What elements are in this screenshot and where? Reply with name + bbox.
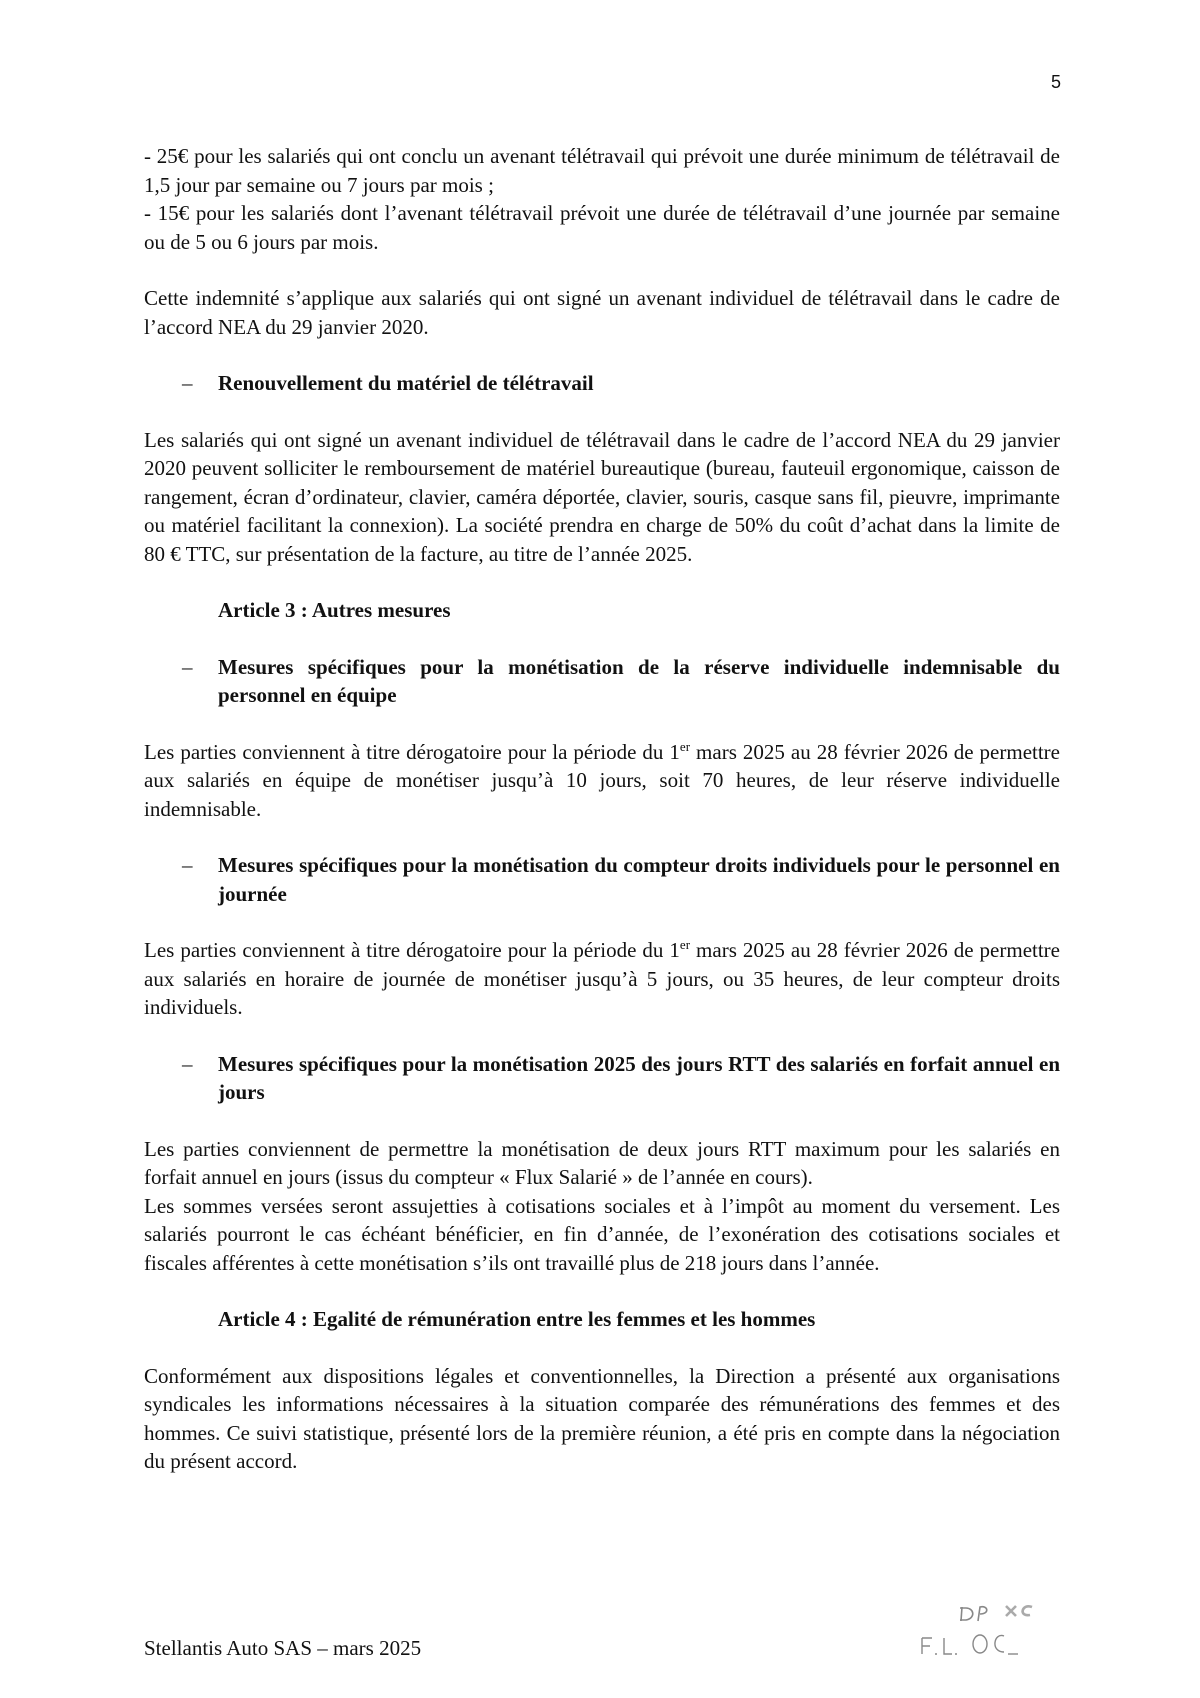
paragraph-egalite: Conformément aux dispositions légales et conventionnelles, la Direction a présenté aux organisations syndicales les informations nécessaires à la situation comparée des rémunérations des femmes et des hommes. Ce suivi statistique, présenté lors de la première réunion, a été pris en compte dans la négociation du présent accord. [144,1363,1060,1473]
heading-text: Mesures spécifiques pour la monétisation de la réserve individuelle indemnisable du personnel en équipe [218,654,1060,707]
paragraph-reserve: Les parties conviennent à titre dérogatoire pour la période du 1er mars 2025 au 28 février 2026 de permettre aux salariés en équipe de monétiser jusqu’à 10 jours, soit 70 heures, de leur réserve individuelle indemnisable. [144,738,1060,821]
paragraph-compteur: Les parties conviennent à titre dérogatoire pour la période du 1er mars 2025 au 28 février 2026 de permettre aux salariés en horaire de journée de monétiser jusqu’à 5 jours, ou 35 heures, de leur compteur droits individuels. [144,937,1060,1019]
heading-renouvellement [144,369,1060,398]
page-number: 5 [1050,72,1061,92]
paragraph-materiel: Les salariés qui ont signé un avenant individuel de télétravail dans le cadre de l’accord NEA du 29 janvier 2020 peuvent solliciter le remboursement de matériel bureautique (bureau, fauteuil ergonomique, caisson de rangement, écran d’ordinateur, clavier, caméra déportée, clavier, souris, casque sans fil, pieuvre, imprimante ou matériel facilitant la connexion). La société prendra en charge de 50% du coût d’achat dans la limite de 80 € TTC, sur présentation de la facture, au titre de l’année 2025. [144,427,1060,566]
paragraph-teletravail-15: - 15€ pour les salariés dont l’avenant télétravail prévoit une durée de télétravail d’une journée par semaine ou de 5 ou 6 jours par mois. [144,201,1060,254]
paragraph-indemnite: Cette indemnité s’applique aux salariés qui ont signé un avenant individuel de télétravail dans le cadre de l’accord NEA du 29 janvier 2020. [144,286,1060,339]
heading-text: Mesures spécifiques pour la monétisation 2025 des jours RTT des salariés en forfait annuel en jours [218,1051,1060,1104]
paragraph-teletravail-25: - 25€ pour les salariés qui ont conclu un avenant télétravail qui prévoit une durée minimum de télétravail de 1,5 jour par semaine ou 7 jours par mois ; [144,144,1060,197]
paragraph-cotisations: Les sommes versées seront assujetties à cotisations sociales et à l’impôt au moment du versement. Les salariés pourront le cas échéant bénéficier, en fin d’année, de l’exonération des cotisations sociales et fiscales afférentes à cette monétisation s’ils ont travaillé plus de 218 jours dans l’année. [144,1193,1060,1275]
heading-rtt [144,1050,1060,1107]
article-4-title: Article 4 : Egalité de rémunération entre les femmes et les hommes [218,1307,816,1331]
heading-reserve [144,653,1060,710]
article-3-title: Article 3 : Autres mesures [218,598,451,622]
heading-text: Renouvellement du matériel de télétravail [218,371,594,395]
page-footer: Stellantis Auto SAS – mars 2025 [144,1636,422,1660]
paragraph-rtt: Les parties conviennent de permettre la monétisation de deux jours RTT maximum pour les salariés en forfait annuel en jours (issus du compteur « Flux Salarié » de l’année en cours). [144,1136,1060,1189]
handwritten-initials [900,1590,1070,1680]
document-body [144,142,1060,1476]
dash-bullet: – [182,853,193,877]
dash-bullet: – [182,371,193,395]
heading-text: Mesures spécifiques pour la monétisation du compteur droits individuels pour le personnel en journée [218,853,1060,906]
heading-compteur [144,851,1060,908]
dash-bullet: – [182,654,193,679]
dash-bullet: – [182,1051,193,1076]
